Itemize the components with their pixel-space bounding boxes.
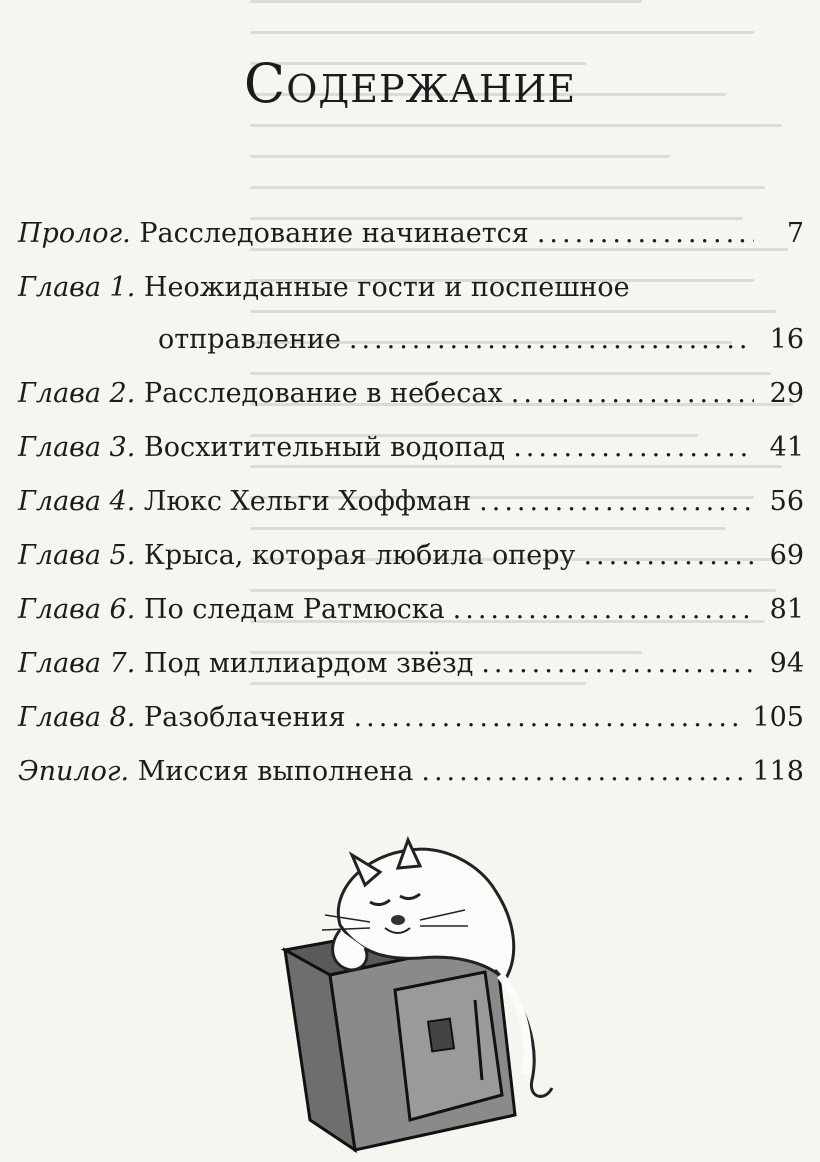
- toc-page-number: 29: [769, 378, 804, 409]
- toc-page-number: 16: [769, 324, 804, 355]
- toc-label: Пролог.: [18, 218, 131, 249]
- toc-label: Глава 8.: [18, 702, 136, 733]
- toc-entry-prologue[interactable]: [18, 218, 804, 272]
- toc-leader-dots: [354, 702, 747, 733]
- toc-title: Расследование начинается: [139, 218, 529, 249]
- toc-title: Под миллиардом звёзд: [143, 648, 474, 679]
- page-title: Содержание: [243, 52, 577, 115]
- toc-entry-epilogue[interactable]: [18, 756, 804, 810]
- toc-leader-dots: [421, 756, 746, 787]
- toc-entry-chapter-5[interactable]: [18, 540, 804, 594]
- toc-entry-chapter-7[interactable]: [18, 648, 804, 702]
- toc-title: Люкс Хельги Хоффман: [143, 486, 472, 517]
- toc-page-number: 81: [769, 594, 804, 625]
- toc-page-number: 94: [769, 648, 804, 679]
- toc-leader-dots: [453, 594, 754, 625]
- toc-title: Расследование в небесах: [143, 378, 503, 409]
- toc-entry-chapter-3[interactable]: [18, 432, 804, 486]
- toc-label: Глава 5.: [18, 540, 136, 571]
- toc-leader-dots: [583, 540, 754, 571]
- toc-entry-chapter-1-continued[interactable]: [18, 324, 804, 378]
- toc-page-number: 56: [769, 486, 804, 517]
- toc-label: Глава 2.: [18, 378, 136, 409]
- toc-title: Миссия выполнена: [137, 756, 414, 787]
- toc-leader-dots: [479, 486, 754, 517]
- toc-entry-chapter-4[interactable]: [18, 486, 804, 540]
- toc-title: Разоблачения: [143, 702, 346, 733]
- toc-page-number: 7: [786, 218, 804, 249]
- toc-label: Глава 4.: [18, 486, 136, 517]
- toc-label: Глава 6.: [18, 594, 136, 625]
- toc-leader-dots: [481, 648, 754, 679]
- toc-title-continued: отправление: [158, 324, 341, 355]
- toc-leader-dots: [537, 218, 754, 249]
- toc-label: Глава 1.: [18, 272, 136, 303]
- cat-on-safe-illustration: [270, 830, 570, 1160]
- toc-leader-dots: [349, 324, 754, 355]
- toc-page-number: 69: [769, 540, 804, 571]
- toc-entry-chapter-6[interactable]: [18, 594, 804, 648]
- toc-page-number: 105: [752, 702, 804, 733]
- toc-title: По следам Ратмюска: [143, 594, 445, 625]
- toc-entry-chapter-2[interactable]: [18, 378, 804, 432]
- toc-leader-dots: [511, 378, 754, 409]
- toc-label: Глава 7.: [18, 648, 136, 679]
- toc-page-number: 118: [752, 756, 804, 787]
- toc-entry-chapter-8[interactable]: [18, 702, 804, 756]
- toc-label: Глава 3.: [18, 432, 136, 463]
- toc-title: Восхитительный водопад: [143, 432, 506, 463]
- toc-leader-dots: [513, 432, 754, 463]
- toc-title: Крыса, которая любила оперу: [143, 540, 576, 571]
- table-of-contents: [18, 218, 804, 810]
- toc-label: Эпилог.: [18, 756, 130, 787]
- toc-title: Неожиданные гости и поспешное: [143, 272, 630, 303]
- toc-page-number: 41: [769, 432, 804, 463]
- toc-entry-chapter-1[interactable]: [18, 272, 804, 326]
